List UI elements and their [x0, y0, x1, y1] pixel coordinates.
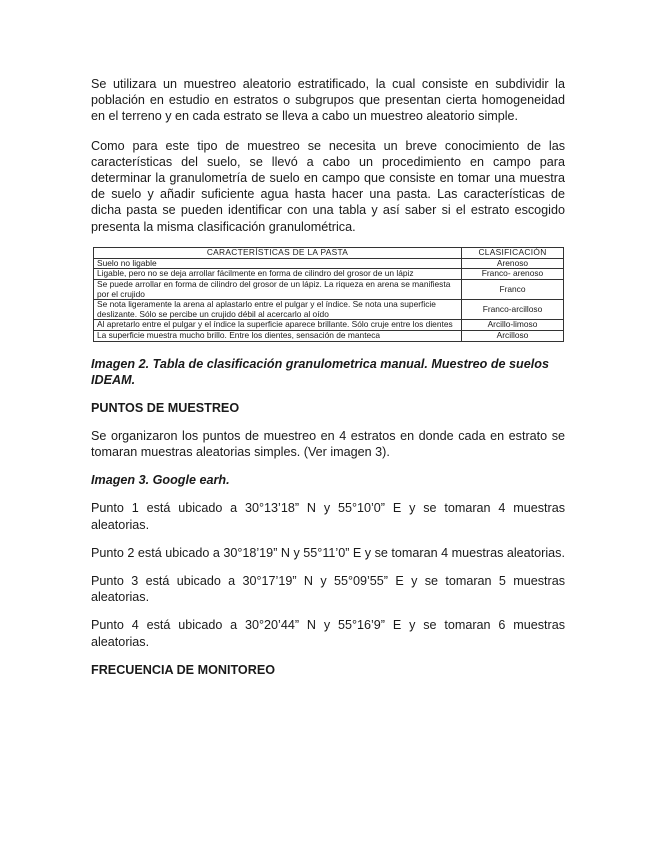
heading-puntos-de-muestreo: PUNTOS DE MUESTREO — [91, 400, 240, 415]
table-row — [94, 320, 564, 331]
punto-2: Punto 2 está ubicado a 30°18’19” N y 55°11’0” E y se tomaran 4 muestras aleatorias. — [91, 545, 565, 560]
table-cell-clasificacion: Arcillo-limoso — [462, 320, 564, 331]
table-row — [94, 258, 564, 269]
punto-3: Punto 3 está ubicado a 30°17’19” N y 55°09’55” E y se tomaran 5 muestras aleatorias. — [91, 574, 565, 605]
table-cell-caracteristica: Suelo no ligable — [94, 258, 462, 269]
table-row — [94, 280, 564, 300]
heading-frecuencia-de-monitoreo: FRECUENCIA DE MONITOREO — [91, 662, 276, 677]
table-cell-clasificacion: Franco-arcilloso — [462, 300, 564, 320]
table-row — [94, 330, 564, 341]
table-cell-clasificacion: Franco- arenoso — [462, 269, 564, 280]
table-cell-clasificacion: Arenoso — [462, 258, 564, 269]
table-cell-clasificacion: Arcilloso — [462, 330, 564, 341]
table-cell-clasificacion: Franco — [462, 280, 564, 300]
imagen3-caption: Imagen 3. Google earh. — [91, 473, 230, 488]
table-row — [94, 300, 564, 320]
punto-4: Punto 4 está ubicado a 30°20’44” N y 55°16’9” E y se tomaran 6 muestras aleatorias. — [91, 618, 565, 649]
table-cell-caracteristica: Se puede arrollar en forma de cilindro del grosor de un lápiz. La riqueza en arena se manifiesta por el crujido — [94, 280, 462, 300]
table-header-row — [94, 247, 564, 258]
table-header-clasificacion: CLASIFICACIÓN — [462, 247, 564, 258]
paragraph-granulometria: Como para este tipo de muestreo se necesita un breve conocimiento de las características del suelo, se llevó a cabo un procedimiento en campo para determinar la granulometría de suelo en campo que consiste en tomar una muestra de suelo y añadir suficiente agua hasta hacer una pasta. Las características de dicha pasta se pueden identificar con una tabla y así saber si el estrato escogido presenta la misma clasificación granulométrica. — [91, 138, 565, 234]
table-caption: Imagen 2. Tabla de clasificación granulometrica manual. Muestreo de suelos IDEAM. — [91, 356, 549, 387]
table-cell-caracteristica: La superficie muestra mucho brillo. Entre los dientes, sensación de manteca — [94, 330, 462, 341]
document-body — [91, 76, 565, 678]
paragraph-puntos: Se organizaron los puntos de muestreo en 4 estratos en donde cada en estrato se tomaran muestras aleatorias simples. (Ver imagen 3). — [91, 428, 565, 460]
granulometry-table — [93, 247, 564, 342]
table-cell-caracteristica: Ligable, pero no se deja arrollar fácilmente en forma de cilindro del grosor de un lápiz — [94, 269, 462, 280]
table-cell-caracteristica: Se nota ligeramente la arena al aplastarlo entre el pulgar y el índice. Se nota una superficie deslizante. Sólo se percibe un crujido débil al acercarlo al oído — [94, 300, 462, 320]
punto-1: Punto 1 está ubicado a 30°13’18” N y 55°10’0” E y se tomaran 4 muestras aleatorias. — [91, 501, 565, 532]
table-row — [94, 269, 564, 280]
table-cell-caracteristica: Al apretarlo entre el pulgar y el índice la superficie aparece brillante. Sólo cruje entre los dientes — [94, 320, 462, 331]
paragraph-muestreo-estratificado: Se utilizara un muestreo aleatorio estratificado, la cual consiste en subdividir la población en estudio en estratos o subgrupos que presentan cierta homogeneidad en el terreno y en cada estrato se lleva a cabo un muestreo aleatorio simple. — [91, 77, 565, 124]
table-header-caracteristicas: CARACTERÍSTICAS DE LA PASTA — [94, 247, 462, 258]
